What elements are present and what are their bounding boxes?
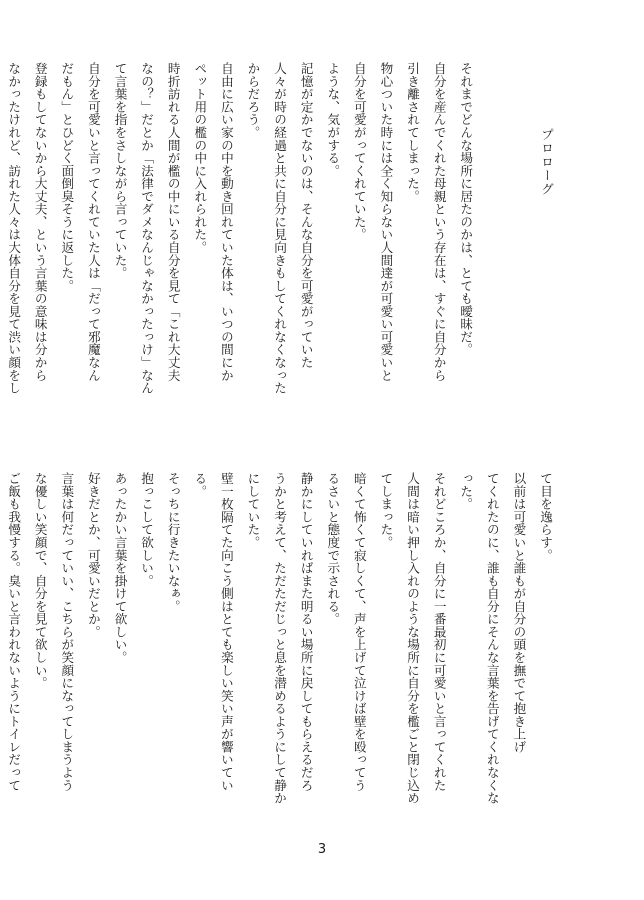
- text-line: る。: [192, 472, 208, 498]
- text-line: 以前は可愛いと誰もが自分の頭を撫でて抱き上げ: [511, 472, 527, 754]
- text-line: ペット用の檻の中に入れられた。: [192, 62, 208, 254]
- text-line: だもん」とひどく面倒臭そうに返した。: [59, 62, 75, 293]
- text-line: 自分を産んでくれた母親という存在は、すぐに自分から: [431, 62, 447, 382]
- text-line: うかと考えて、ただただじっと息を潜めるようにして静か: [272, 472, 288, 805]
- text-line: 登録もしてないから大丈夫、という言葉の意味は分から: [32, 62, 48, 382]
- text-line: な優しい笑顔で、自分を見て欲しい。: [32, 472, 48, 690]
- text-line: 引き離されてしまった。: [405, 62, 421, 203]
- text-line: 人間は暗い押し入れのような場所に自分を檻ごと閉じ込め: [405, 472, 421, 805]
- text-line: にしていた。: [245, 472, 261, 549]
- text-line: [531, 62, 558, 452]
- text-line: [505, 62, 532, 452]
- text-line: ご飯も我慢する。臭いと言われないようにトイレだって: [6, 472, 22, 792]
- text-line: 人々が時の経過と共に自分に見向きもしてくれなくなった: [272, 62, 288, 395]
- text-line: 壁一枚隔てた向こう側はとても楽しい笑い声が響いてい: [218, 472, 234, 792]
- text-line: 好きだとか、可愛いだとか。: [85, 472, 101, 639]
- text-line: 言葉は何だっていい、こちらが笑顔になってしまうよう: [59, 472, 75, 792]
- text-line: 物心ついた時には全く知らない人間達が可愛い可愛いと: [378, 62, 394, 382]
- text-block-lower: [0, 472, 558, 862]
- text-line: 時折訪れる人間が檻の中にいる自分を見て「これ大丈夫: [165, 62, 181, 382]
- text-line: るさいと態度で示される。: [325, 472, 341, 626]
- text-line: て目を逸らす。: [538, 472, 553, 562]
- page-number: 3: [317, 842, 327, 857]
- text-line: て言葉を指をさしながら言っていた。: [112, 62, 128, 280]
- text-line: 記憶が定かでないのは、そんな自分を可愛がっていた: [298, 62, 314, 369]
- text-line: てくれたのに、誰も自分にそんな言葉を告げてくれなくな: [484, 472, 500, 805]
- text-line: 暗くて怖くて寂しくて、声を上げて泣けば壁を殴ってう: [351, 472, 367, 792]
- text-line: 静かにしていればまた明るい場所に戻してもらえるだろ: [298, 472, 314, 792]
- text-line: それどころか、自分に一番最初に可愛いと言ってくれた: [431, 472, 447, 792]
- text-line: 抱っこして欲しい。: [139, 472, 155, 588]
- text-line: からだろう。: [245, 62, 261, 139]
- text-line: った。: [458, 472, 474, 511]
- text-line: [478, 62, 505, 452]
- text-line: てしまった。: [378, 472, 394, 549]
- text-line: あったかい言葉を掛けて欲しい。: [112, 472, 128, 664]
- text-line: 自分を可愛いと言ってくれていた人は「だって邪魔なん: [85, 62, 101, 382]
- text-line: なかったけれど、訪れた人々は大体自分を見て渋い顔をし: [6, 62, 22, 395]
- text-line: 自分を可愛がってくれていた。: [351, 62, 367, 241]
- text-block-upper: [0, 62, 558, 452]
- text-line: それまでどんな場所に居たのかは、とても曖昧だ。: [458, 62, 474, 356]
- chapter-title: プロローグ: [539, 128, 554, 196]
- text-line: そっちに行きたいなぁ。: [165, 472, 181, 613]
- text-line: 自由に広い家の中を動き回れていた体は、いつの間にか: [218, 62, 234, 382]
- text-line: ような、気がする。: [325, 62, 341, 178]
- text-line: なの？」だとか「法律でダメなんじゃなかったっけ」なん: [139, 62, 155, 395]
